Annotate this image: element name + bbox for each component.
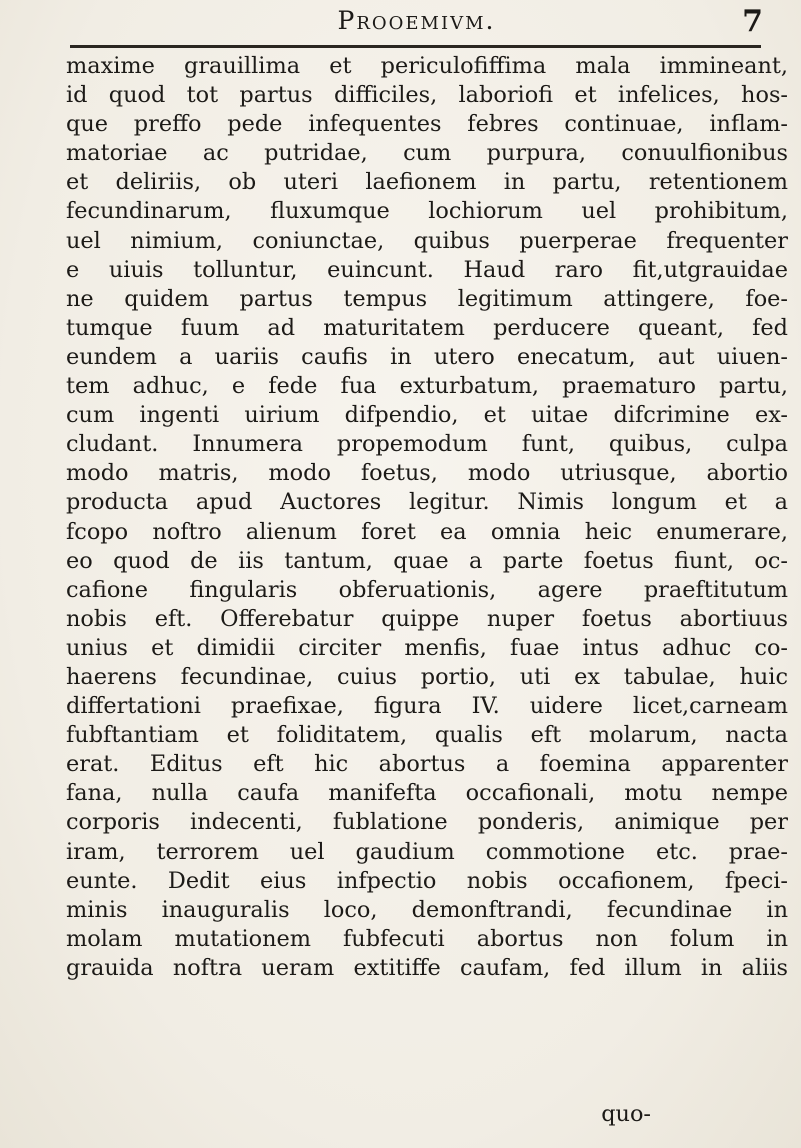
text-line: et deliriis, ob uteri laefionem in partu, retentionem — [66, 169, 788, 196]
text-line: modo matris, modo foetus, modo utriusque, abortio — [66, 460, 788, 487]
text-line: fubftantiam et foliditatem, qualis eft molarum, nacta — [66, 722, 788, 749]
header-rule — [70, 45, 761, 48]
text-line: minis inauguralis loco, demonftrandi, fecundinae in — [66, 896, 788, 923]
page-header — [60, 0, 773, 46]
text-line: que preffo pede infequentes febres continuae, inflam- — [66, 111, 788, 138]
text-line: matoriae ac putridae, cum purpura, conuulfionibus — [66, 140, 788, 167]
text-line: nobis eft. Offerebatur quippe nuper foetus abortiuus — [66, 605, 788, 632]
text-line: eo quod de iis tantum, quae a parte foetus fiunt, oc- — [66, 547, 788, 574]
text-line: fcopo noftro alienum foret ea omnia heic enumerare, — [66, 518, 788, 545]
text-line: e uiuis tolluntur, euincunt. Haud raro fit,utgrauidae — [66, 256, 788, 283]
text-line: fecundinarum, fluxumque lochiorum uel prohibitum, — [66, 198, 788, 225]
catchword: quo- — [601, 1101, 651, 1127]
page-number: 7 — [742, 4, 763, 39]
text-line: uel nimium, coniunctae, quibus puerperae frequenter — [66, 227, 788, 254]
text-line: haerens fecundinae, cuius portio, uti ex tabulae, huic — [66, 663, 788, 690]
text-line: grauida noftra ueram extitiffe caufam, fed illum in aliis — [66, 954, 788, 981]
text-line: maxime grauillima et periculofiffima mala immineant, — [66, 53, 788, 79]
text-line: tem adhuc, e fede fua exturbatum, praematuro partu, — [66, 373, 788, 400]
text-line: cludant. Innumera propemodum funt, quibus, culpa — [66, 431, 788, 458]
text-line: id quod tot partus difficiles, laboriofi et infelices, hos- — [66, 82, 788, 109]
text-line: differtationi praefixae, figura IV. uidere licet,carneam — [66, 693, 788, 720]
text-line: fana, nulla caufa manifefta occafionali, motu nempe — [66, 780, 788, 807]
text-line: ne quidem partus tempus legitimum attingere, foe- — [66, 285, 788, 312]
text-line: eundem a uariis caufis in utero enecatum, aut uiuen- — [66, 343, 788, 370]
text-line: cafione fingularis obferuationis, agere praeftitutum — [66, 576, 788, 603]
text-line: eunte. Dedit eius infpectio nobis occafionem, fpeci- — [66, 867, 788, 894]
text-line: iram, terrorem uel gaudium commotione etc. prae- — [66, 838, 788, 865]
body-text — [66, 52, 788, 983]
text-line: cum ingenti uirium difpendio, et uitae difcrimine ex- — [66, 402, 788, 429]
text-line: erat. Editus eft hic abortus a foemina apparenter — [66, 751, 788, 778]
text-line: tumque fuum ad maturitatem perducere queant, fed — [66, 314, 788, 341]
text-line: molam mutationem fubfecuti abortus non folum in — [66, 925, 788, 952]
running-title: Prooemivm. — [337, 6, 496, 35]
text-line: unius et dimidii circiter menfis, fuae intus adhuc co- — [66, 634, 788, 661]
text-line: producta apud Auctores legitur. Nimis longum et a — [66, 489, 788, 516]
text-line: corporis indecenti, fublatione ponderis, animique per — [66, 809, 788, 836]
